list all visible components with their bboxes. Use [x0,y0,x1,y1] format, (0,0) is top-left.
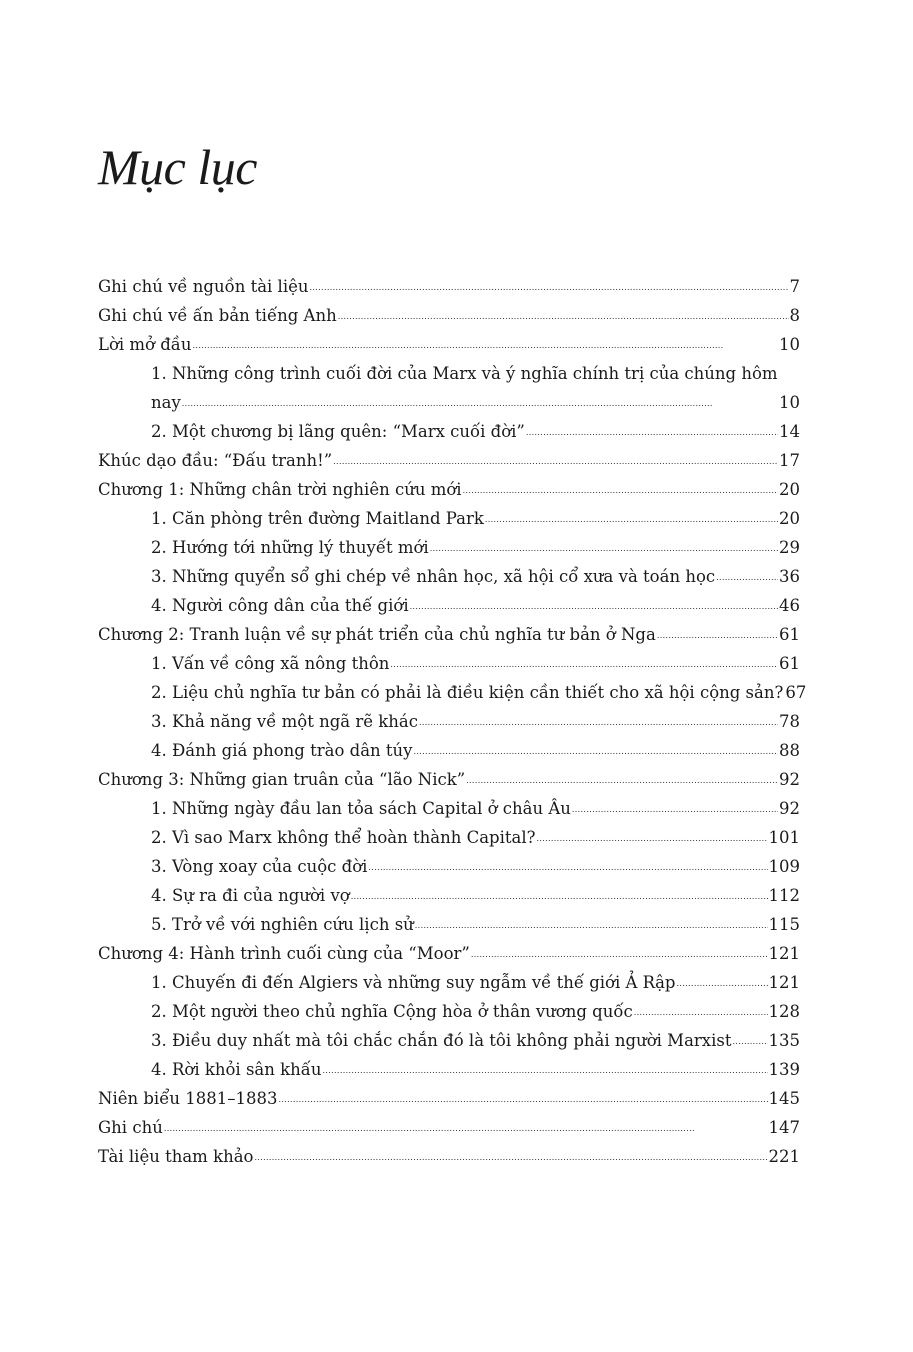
toc-page-number: 139 [768,1060,800,1079]
dot-leader [471,943,768,960]
dot-leader [278,1088,767,1105]
toc-page-number: 17 [779,451,800,470]
dot-leader [485,508,778,525]
toc-page-number: 36 [779,567,800,586]
toc-chapter-entry[interactable] [98,620,800,649]
toc-entry-label: 1. Chuyến đi đến Algiers và những suy ngẫm về thế giới Ả Rập [151,973,676,992]
toc-page-number: 61 [779,654,800,673]
dot-leader [415,914,768,931]
toc-entry-label: Khúc dạo đầu: “Đấu tranh!” [98,451,333,470]
toc-section-entry[interactable] [98,794,800,823]
toc-section-entry[interactable] [98,707,800,736]
toc-entry-label: 1. Vấn về công xã nông thôn [151,654,390,673]
toc-entry-label: 1. Những ngày đầu lan tỏa sách Capital ở châu Âu [151,799,571,818]
toc-page-number: 29 [779,538,800,557]
toc-page-number: 14 [779,422,800,441]
toc-entry-label: 3. Những quyển sổ ghi chép về nhân học, xã hội cổ xưa và toán học [151,567,716,586]
toc-entry-label: 2. Liệu chủ nghĩa tư bản có phải là điều kiện cần thiết cho xã hội cộng sản? [151,683,784,702]
toc-page-number: 20 [779,480,800,499]
toc-page-number: 10 [779,393,800,412]
toc-entry-label: Ghi chú về ấn bản tiếng Anh [98,306,337,325]
toc-entry-label: 2. Một người theo chủ nghĩa Cộng hòa ở thân vương quốc [151,1002,633,1021]
dot-leader [536,827,767,844]
dot-leader [419,711,778,728]
toc-page-number: 145 [768,1089,800,1108]
dot-leader [338,305,789,322]
toc-page-number: 88 [779,741,800,760]
toc-chapter-entry[interactable] [98,939,800,968]
toc-chapter-entry[interactable] [98,272,800,301]
toc-entry-label: Chương 4: Hành trình cuối cùng của “Moor” [98,944,470,963]
toc-entry-label: Chương 1: Những chân trời nghiên cứu mới [98,480,462,499]
toc-chapter-entry[interactable] [98,475,800,504]
toc-page-number: 20 [779,509,800,528]
toc-section-entry[interactable] [98,678,807,707]
toc-page-number: 67 [785,683,807,702]
dot-leader [182,392,778,409]
toc-entry-label: 4. Sự ra đi của người vợ [151,886,350,905]
toc-page-number: 121 [768,973,800,992]
dot-leader [732,1030,767,1047]
toc-page-number: 109 [768,857,800,876]
toc-page-number: 135 [768,1031,800,1050]
toc-entry-label: 2. Một chương bị lãng quên: “Marx cuối đời” [151,422,525,441]
toc-entry-label: 4. Rời khỏi sân khấu [151,1060,322,1079]
toc-entry-label: Niên biểu 1881–1883 [98,1089,278,1108]
dot-leader [716,566,778,583]
toc-chapter-entry[interactable] [98,1084,800,1113]
toc-chapter-entry[interactable] [98,301,800,330]
toc-section-entry[interactable] [98,736,800,765]
toc-page-number: 121 [768,944,800,963]
toc-entry-label: 3. Điều duy nhất mà tôi chắc chắn đó là tôi không phải người Marxist [151,1031,732,1050]
dot-leader [193,334,778,351]
dot-leader [410,595,778,612]
toc-page-number: 128 [768,1002,800,1021]
toc-page-number: 112 [768,886,800,905]
dot-leader [572,798,778,815]
toc-entry-label: Tài liệu tham khảo [98,1147,254,1166]
toc-entry-label: Lời mở đầu [98,335,192,354]
toc-page-number: 92 [779,770,800,789]
toc-entry-label: 2. Vì sao Marx không thể hoàn thành Capital? [151,828,536,847]
toc-entry-label: Chương 2: Tranh luận về sự phát triển của chủ nghĩa tư bản ở Nga [98,625,656,644]
toc-section-entry[interactable] [98,1055,800,1084]
toc-page-number: 221 [768,1147,800,1166]
toc-section-entry[interactable] [98,562,800,591]
toc-page-number: 7 [789,277,800,296]
dot-leader [323,1059,768,1076]
toc-entry-label-line: 1. Những công trình cuối đời của Marx và ý nghĩa chính trị của chúng hôm [151,364,778,383]
table-of-contents [98,272,807,1171]
toc-page-number: 115 [768,915,800,934]
toc-entry-label: 1. Căn phòng trên đường Maitland Park [151,509,484,528]
dot-leader [463,479,778,496]
dot-leader [310,276,789,293]
toc-page-number: 101 [768,828,800,847]
dot-leader [164,1117,768,1134]
toc-page-number: 61 [779,625,800,644]
dot-leader [657,624,778,641]
toc-section-entry[interactable] [98,504,800,533]
dot-leader [368,856,767,873]
toc-entry-label: Chương 3: Những gian truân của “lão Nick” [98,770,466,789]
dot-leader [390,653,778,670]
toc-entry-label: 2. Hướng tới những lý thuyết mới [151,538,429,557]
dot-leader [254,1146,767,1163]
dot-leader [351,885,768,902]
toc-entry-label: 3. Khả năng về một ngã rẽ khác [151,712,418,731]
dot-leader [333,450,778,467]
toc-section-entry[interactable] [98,881,800,910]
toc-page-number: 8 [789,306,800,325]
page-title: Mục lục [98,139,257,195]
toc-section-entry[interactable] [98,388,800,417]
toc-section-entry[interactable] [98,910,800,939]
toc-page-number: 147 [768,1118,800,1137]
toc-section-entry[interactable] [98,997,800,1026]
toc-section-entry[interactable] [98,968,800,997]
toc-section-entry[interactable] [98,649,800,678]
toc-entry-label: 3. Vòng xoay của cuộc đời [151,857,368,876]
toc-page-number: 78 [779,712,800,731]
toc-page-number: 92 [779,799,800,818]
toc-section-entry[interactable] [98,852,800,881]
toc-entry-label: Ghi chú về nguồn tài liệu [98,277,309,296]
toc-chapter-entry[interactable] [98,1142,800,1171]
dot-leader [677,972,768,989]
dot-leader [526,421,778,438]
toc-page-number: 10 [779,335,800,354]
toc-section-entry[interactable] [98,591,800,620]
toc-entry-label: 5. Trở về với nghiên cứu lịch sử [151,915,414,934]
dot-leader [634,1001,768,1018]
toc-section-entry[interactable] [98,533,800,562]
toc-chapter-entry[interactable] [98,446,800,475]
toc-section-entry[interactable] [98,823,800,852]
toc-entry-label: 4. Đánh giá phong trào dân túy [151,741,413,760]
toc-chapter-entry[interactable] [98,1113,800,1142]
toc-entry-label: Ghi chú [98,1118,163,1137]
toc-chapter-entry[interactable] [98,765,800,794]
toc-entry-label: nay [151,393,181,412]
dot-leader [414,740,778,757]
toc-page-number: 46 [779,596,800,615]
dot-leader [466,769,778,786]
toc-entry-label: 4. Người công dân của thế giới [151,596,409,615]
toc-section-entry[interactable] [98,417,800,446]
toc-section-entry[interactable] [98,1026,800,1055]
dot-leader [430,537,778,554]
toc-chapter-entry[interactable] [98,330,800,359]
